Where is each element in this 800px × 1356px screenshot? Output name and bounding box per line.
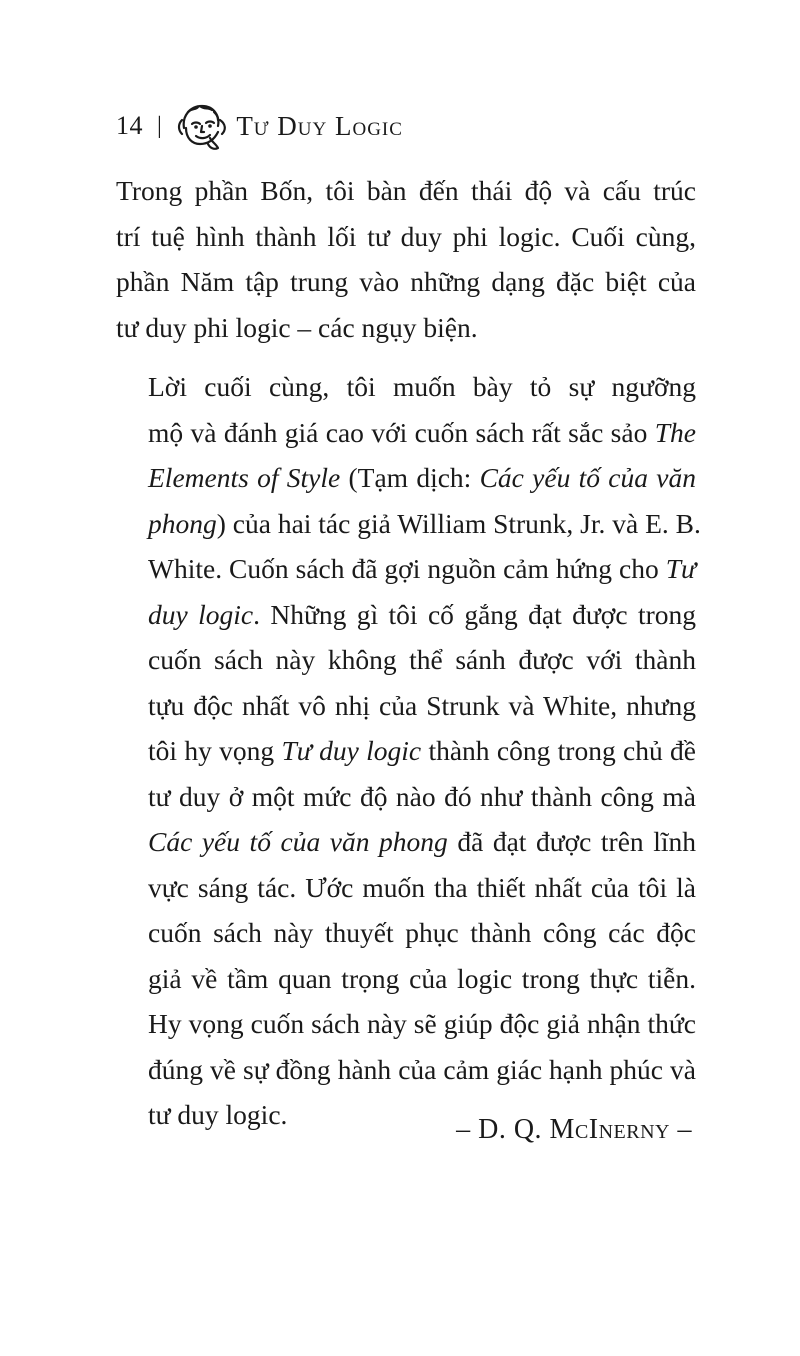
text-run: White. Cuốn sách đã gợi nguồn cảm hứng cho bbox=[148, 553, 666, 584]
text-line bbox=[116, 546, 696, 592]
text-line bbox=[116, 819, 696, 865]
signature-dash: – bbox=[670, 1114, 692, 1145]
text-line bbox=[116, 501, 701, 547]
italic-title: Tư duy logic bbox=[281, 735, 422, 766]
italic-title: phong bbox=[148, 507, 217, 539]
page-number: 14 bbox=[116, 111, 143, 140]
text-line: giả về tầm quan trọng của logic trong thực tiễn. bbox=[148, 962, 696, 994]
text-line bbox=[116, 592, 696, 638]
text-line: tư duy ở một mức độ nào đó như thành công mà bbox=[148, 780, 696, 812]
book-title: Tư Duy Logic bbox=[236, 110, 403, 141]
text-line: cuốn sách này không thể sánh được với thành bbox=[148, 644, 696, 675]
italic-title: The bbox=[654, 416, 696, 448]
paragraph-2 bbox=[116, 364, 701, 1138]
thinker-head-icon bbox=[174, 98, 230, 154]
italic-title: Các yếu tố của văn phong bbox=[148, 826, 448, 857]
text-line bbox=[116, 410, 696, 456]
text-line: phần Năm tập trung vào những dạng đặc biệt của bbox=[116, 266, 696, 297]
body-text bbox=[116, 168, 701, 1138]
text-run: mộ và đánh giá cao với cuốn sách rất sắc sảo bbox=[148, 416, 655, 448]
author-signature bbox=[456, 1114, 692, 1146]
text-line: tựu độc nhất vô nhị của Strunk và White, nhưng bbox=[148, 689, 696, 721]
text-line bbox=[116, 455, 696, 501]
text-run: (Tạm dịch: bbox=[340, 462, 480, 493]
text-run: đã đạt được trên lĩnh bbox=[447, 826, 696, 857]
italic-title: Các yếu tố của văn bbox=[479, 462, 696, 493]
text-line: vực sáng tác. Ước muốn tha thiết nhất của tôi là bbox=[148, 871, 696, 903]
text-line: tư duy logic. bbox=[148, 1099, 288, 1130]
text-line: Hy vọng cuốn sách này sẽ giúp độc giả nhận thức bbox=[148, 1008, 696, 1039]
text-run: . Những gì tôi cố gắng đạt được trong bbox=[253, 598, 696, 630]
header-separator: | bbox=[157, 112, 163, 139]
text-line: Lời cuối cùng, tôi muốn bày tỏ sự ngưỡng bbox=[148, 371, 696, 402]
text-line bbox=[116, 728, 696, 774]
author-name: D. Q. McInerny bbox=[478, 1114, 670, 1145]
text-run: ) của hai tác giả William Strunk, Jr. và E. B. bbox=[216, 507, 701, 539]
italic-title: duy logic bbox=[148, 598, 254, 630]
text-line: trí tuệ hình thành lối tư duy phi logic. Cuối cùng, bbox=[116, 220, 696, 252]
running-head bbox=[116, 98, 403, 154]
paragraph-1 bbox=[116, 168, 696, 350]
text-line: cuốn sách này thuyết phục thành công các độc bbox=[148, 917, 696, 948]
text-run: thành công trong chủ đề bbox=[421, 735, 697, 766]
text-line: đúng về sự đồng hành của cảm giác hạnh phúc và bbox=[148, 1053, 696, 1085]
text-run: tôi hy vọng bbox=[148, 735, 282, 766]
signature-dash: – bbox=[456, 1114, 479, 1145]
text-line: tư duy phi logic – các ngụy biện. bbox=[116, 311, 478, 343]
italic-title: Tư bbox=[665, 553, 696, 584]
text-line: Trong phần Bốn, tôi bàn đến thái độ và cấu trúc bbox=[116, 175, 696, 206]
italic-title: Elements of Style bbox=[148, 462, 341, 493]
